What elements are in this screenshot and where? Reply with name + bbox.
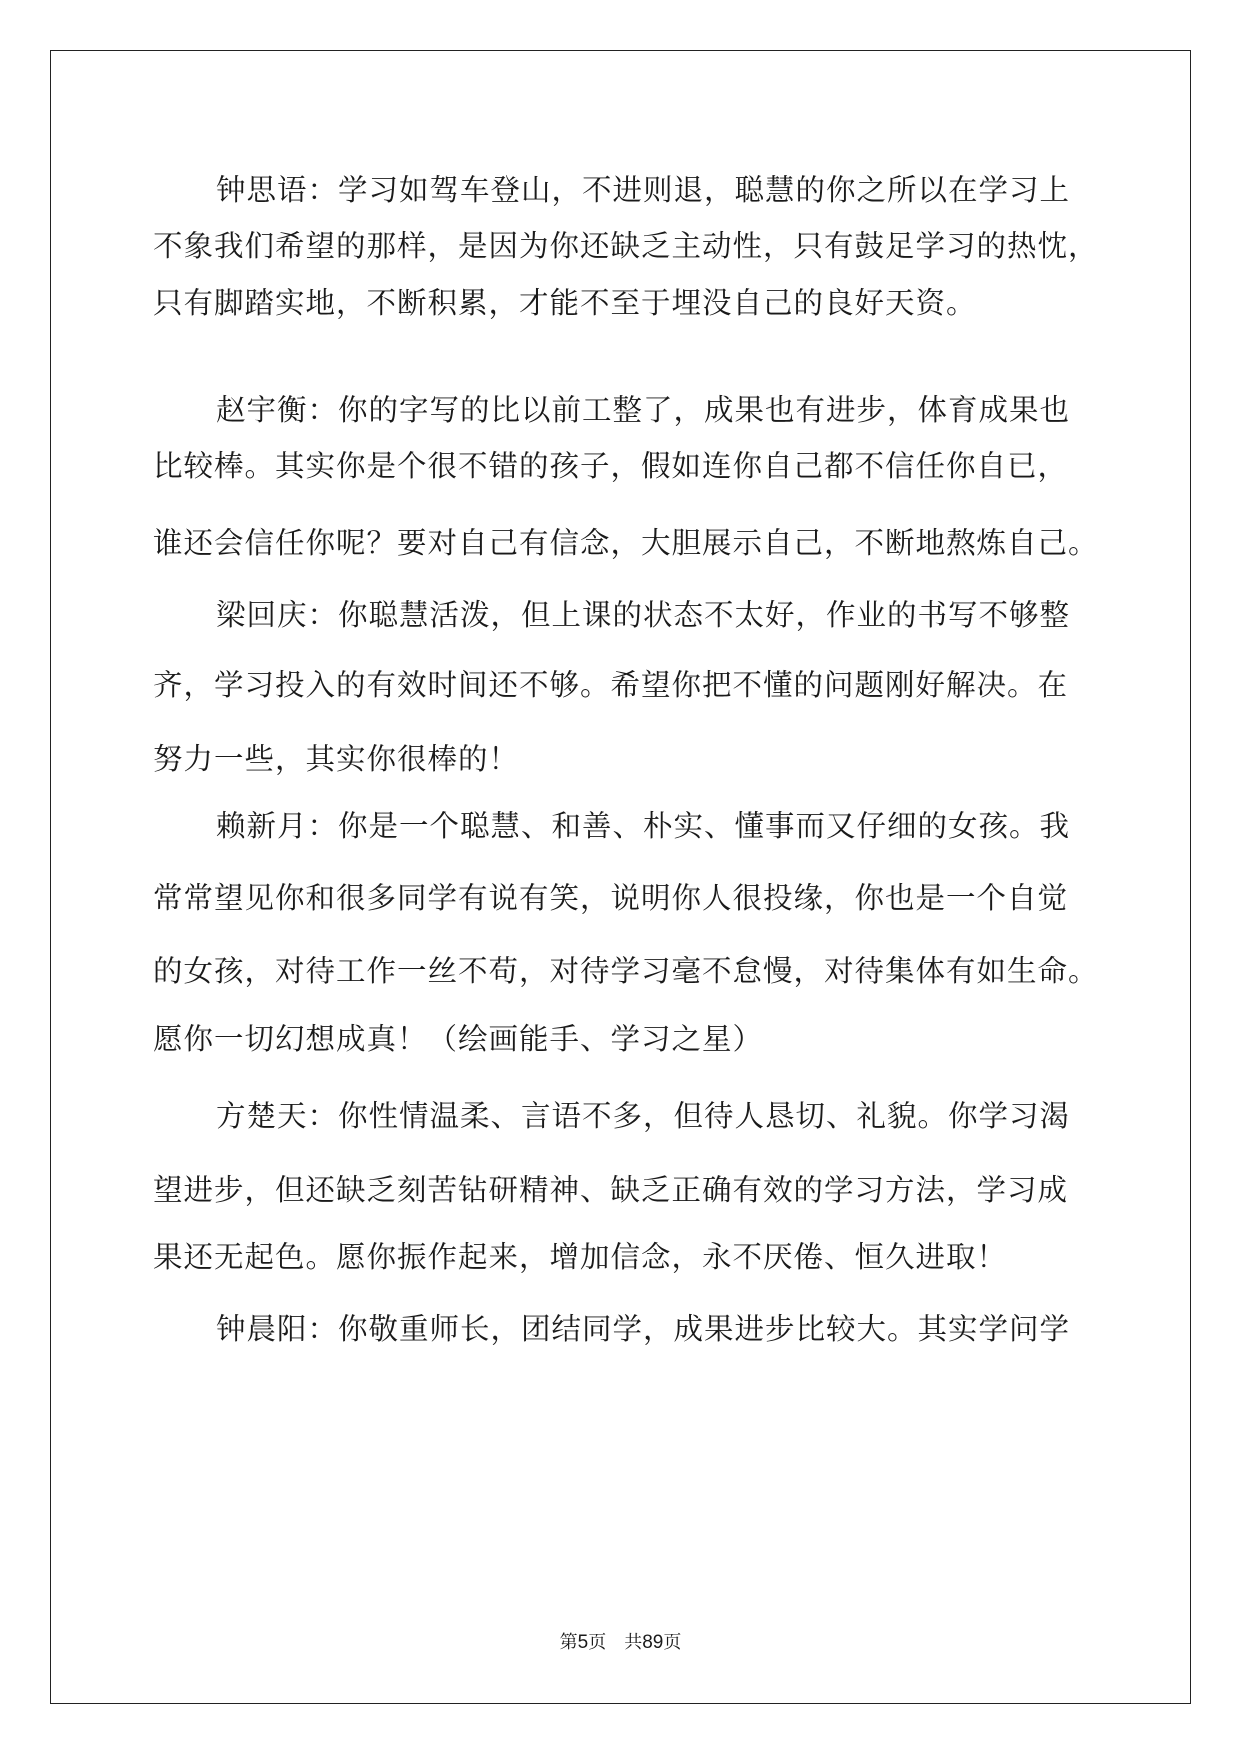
text-line: 比较棒。其实你是个很不错的孩子，假如连你自己都不信任你自已， [153, 449, 1069, 483]
text-line: 常常望见你和很多同学有说有笑，说明你人很投缘，你也是一个自觉 [153, 881, 1069, 915]
text-line: 果还无起色。愿你振作起来，增加信念，永不厌倦、恒久进取！ [153, 1240, 1008, 1274]
text-line: 齐，学习投入的有效时间还不够。希望你把不懂的问题刚好解决。在 [153, 668, 1069, 702]
text-line: 愿你一切幻想成真！（绘画能手、学习之星） [153, 1022, 764, 1056]
text-line: 钟晨阳：你敬重师长，团结同学，成果进步比较大。其实学问学 [216, 1312, 1071, 1346]
text-line: 谁还会信任你呢？要对自己有信念，大胆展示自己，不断地熬炼自己。 [153, 526, 1099, 560]
text-line: 方楚天：你性情温柔、言语不多，但待人恳切、礼貌。你学习渴 [216, 1099, 1071, 1133]
total-pages-number: 89 [642, 1632, 664, 1653]
page-suffix: 页 [663, 1632, 682, 1653]
page-footer [0, 1630, 1241, 1656]
text-line: 赖新月：你是一个聪慧、和善、朴实、懂事而又仔细的女孩。我 [216, 809, 1071, 843]
page-mid: 页 共 [588, 1632, 643, 1653]
text-line: 努力一些，其实你很棒的！ [153, 742, 520, 776]
text-line: 钟思语：学习如驾车登山，不进则退，聪慧的你之所以在学习上 [216, 173, 1071, 207]
text-line: 只有脚踏实地，不断积累，才能不至于埋没自己的良好天资。 [153, 286, 977, 320]
text-line: 望进步，但还缺乏刻苦钻研精神、缺乏正确有效的学习方法，学习成 [153, 1173, 1069, 1207]
text-line: 不象我们希望的那样，是因为你还缺乏主动性，只有鼓足学习的热忱， [153, 229, 1099, 263]
text-line: 的女孩，对待工作一丝不苟，对待学习毫不怠慢，对待集体有如生命。 [153, 954, 1099, 988]
text-line: 赵宇衡：你的字写的比以前工整了，成果也有进步，体育成果也 [216, 393, 1071, 427]
text-line: 梁回庆：你聪慧活泼，但上课的状态不太好，作业的书写不够整 [216, 598, 1071, 632]
page-prefix: 第 [559, 1632, 578, 1653]
current-page-number: 5 [577, 1632, 589, 1653]
